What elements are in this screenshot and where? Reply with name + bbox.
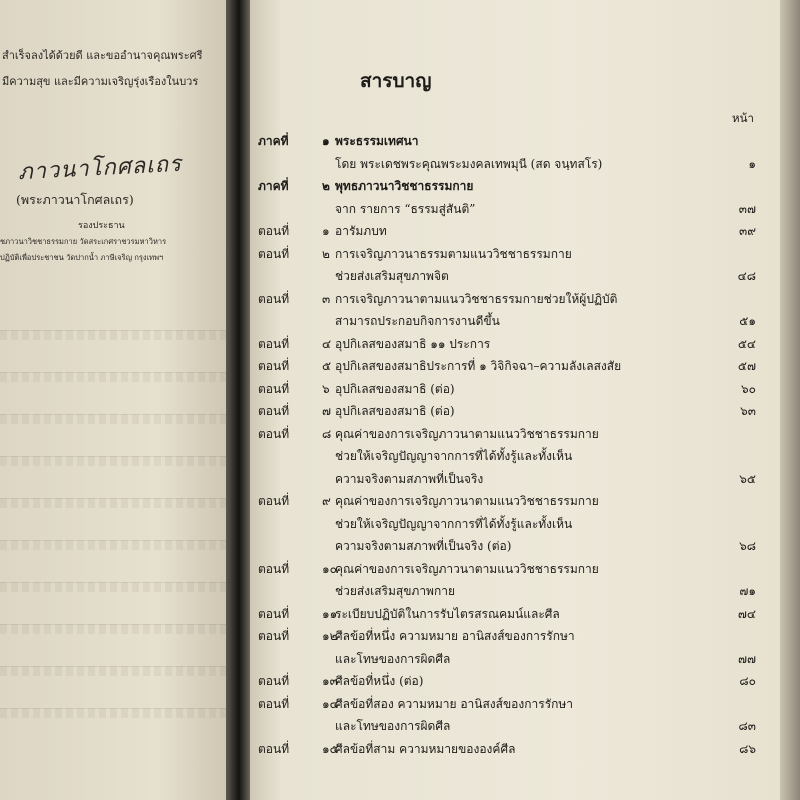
toc-page-number: ๖๐ — [741, 381, 756, 396]
toc-entry-text: ศีลข้อที่หนึ่ง ความหมาย อานิสงส์ของการรักษา — [335, 629, 575, 643]
toc-section-number: ๗ — [322, 404, 332, 418]
toc-page-number: ๕๑ — [739, 314, 756, 328]
toc-entry-text: การเจริญภาวนาตามแนววิชชาธรรมกายช่วยให้ผู้ปฏิบัติ — [335, 291, 618, 306]
toc-entry-text: สามารถประกอบกิจการงานดีขึ้น — [335, 314, 500, 328]
bleed-through-text — [0, 414, 226, 424]
toc-entry-text: ความจริงตามสภาพที่เป็นจริง — [335, 471, 484, 486]
toc-entry-text: จาก รายการ “ธรรมสู่สันติ” — [335, 201, 476, 216]
toc-page-number: ๕๔ — [737, 336, 756, 351]
toc-page-number: ๗๑ — [739, 584, 756, 598]
toc-section-number: ๙ — [322, 494, 331, 508]
toc-section-number: ๘ — [322, 426, 332, 441]
bleed-through-text — [0, 666, 226, 676]
toc-section-label: ตอนที่ — [258, 359, 290, 373]
toc-section-number: ๔ — [322, 336, 332, 351]
toc-entry-text: ช่วยให้เจริญปัญญาจากการที่ได้ทั้งรู้และทั้งเห็น — [335, 449, 573, 463]
affiliation-line-2: ปฏิบัติเพื่อประชาชน วัดปากน้ำ ภาษีเจริญ กรุงเทพฯ — [0, 253, 164, 262]
toc-page-number: ๑ — [748, 156, 756, 171]
toc-entry-text: ช่วยส่งเสริมสุขภาพกาย — [335, 584, 455, 598]
right-page — [250, 0, 780, 800]
book-gutter — [226, 0, 250, 800]
toc-entry-text: พระธรรมเทศนา — [335, 134, 419, 148]
bleed-through-text — [0, 540, 226, 550]
toc-section-label: ตอนที่ — [258, 336, 290, 351]
toc-section-number: ๕ — [322, 359, 332, 373]
signature: ภาวนาโกศลเถร — [17, 151, 183, 186]
toc-section-number: ๑๔ — [322, 696, 339, 711]
toc-entry-text: อารัมภบท — [335, 224, 387, 238]
bleed-through-text — [0, 372, 226, 382]
toc-section-number: ๑๑ — [322, 606, 338, 621]
toc-entry-text: ศีลข้อที่สอง ความหมาย อานิสงส์ของการรักษา — [335, 696, 574, 711]
toc-section-number: ๖ — [322, 381, 330, 396]
toc-section-label: ตอนที่ — [258, 674, 290, 688]
toc-page-number: ๘๐ — [739, 674, 756, 688]
toc-section-label: ตอนที่ — [258, 381, 290, 396]
toc-entry-text: อุปกิเลสของสมาธิ (ต่อ) — [335, 404, 455, 418]
toc-page-number: ๗๗ — [737, 651, 756, 666]
toc-section-label: ภาคที่ — [258, 179, 289, 193]
toc-page-number: ๔๘ — [737, 269, 756, 283]
toc-entry-text: คุณค่าของการเจริญภาวนาตามแนววิชชาธรรมกาย — [335, 426, 599, 441]
toc-section-label: ตอนที่ — [258, 741, 290, 756]
toc-entry-text: พุทธภาวนาวิชชาธรรมกาย — [335, 179, 474, 193]
toc-section-number: ๒ — [322, 246, 330, 261]
toc-section-number: ๑๕ — [322, 741, 339, 756]
left-text-line-1: สำเร็จลงได้ด้วยดี และขออำนาจคุณพระศรี — [2, 49, 203, 62]
bleed-through-text — [0, 582, 226, 592]
toc-page-number: ๕๗ — [737, 359, 756, 373]
toc-section-label: ตอนที่ — [258, 246, 290, 261]
toc-entry-text: โดย พระเดชพระคุณพระมงคลเทพมุนี (สด จนฺทสโร) — [335, 156, 603, 171]
toc-section-number: ๑ — [322, 134, 330, 148]
toc-section-label: ตอนที่ — [258, 404, 290, 418]
left-page — [0, 0, 226, 800]
toc-section-number: ๑๓ — [322, 674, 338, 688]
bleed-through-text — [0, 708, 226, 718]
toc-entry-text: อุปกิเลสของสมาธิ (ต่อ) — [335, 381, 455, 396]
toc-page-number: ๘๖ — [739, 741, 756, 756]
toc-entry-text: อุปกิเลสของสมาธิ ๑๑ ประการ — [335, 336, 491, 351]
toc-entry-text: ศีลข้อที่สาม ความหมายขององค์ศีล — [335, 741, 516, 756]
toc-entry-text: การเจริญภาวนาธรรมตามแนววิชชาธรรมกาย — [335, 246, 572, 261]
toc-entry-text: และโทษของการผิดศีล — [335, 651, 451, 666]
toc-entry-text: และโทษของการผิดศีล — [335, 719, 451, 733]
toc-section-label: ตอนที่ — [258, 696, 290, 711]
toc-entry-text: ศีลข้อที่หนึ่ง (ต่อ) — [335, 674, 424, 688]
book-edge — [780, 0, 800, 800]
toc-section-number: ๑๒ — [322, 629, 338, 643]
affiliation-line-1: ชภาวนาวิชชาธรรมกาย วัดสระเกศราชวรมหาวิหาร — [0, 237, 167, 246]
bleed-through-text — [0, 330, 226, 340]
toc-page-number: ๖๓ — [740, 404, 756, 418]
page-column-header: หน้า — [732, 111, 754, 125]
toc-section-label: ภาคที่ — [258, 134, 289, 148]
toc-section-label: ตอนที่ — [258, 426, 290, 441]
toc-section-label: ตอนที่ — [258, 494, 290, 508]
toc-entry-text: ระเบียบปฏิบัติในการรับไตรสรณคมน์และศีล — [335, 606, 560, 621]
toc-section-label: ตอนที่ — [258, 629, 290, 643]
toc-section-label: ตอนที่ — [258, 291, 290, 306]
bleed-through-text — [0, 456, 226, 466]
toc-section-number: ๑ — [322, 224, 330, 238]
toc-page-number: ๘๓ — [738, 719, 756, 733]
bleed-through-text — [0, 498, 226, 508]
toc-section-label: ตอนที่ — [258, 561, 290, 576]
toc-entry-text: คุณค่าของการเจริญภาวนาตามแนววิชชาธรรมกาย — [335, 494, 599, 508]
bleed-through-text — [0, 624, 226, 634]
toc-entry-text: ช่วยให้เจริญปัญญาจากการที่ได้ทั้งรู้และทั้งเห็น — [335, 516, 573, 531]
toc-section-number: ๓ — [322, 291, 331, 306]
toc-page-number: ๖๘ — [739, 539, 756, 553]
toc-page-number: ๓๙ — [739, 224, 756, 238]
toc-section-number: ๑๐ — [322, 561, 337, 576]
toc-entry-text: ความจริงตามสภาพที่เป็นจริง (ต่อ) — [335, 539, 512, 553]
signatory-role: รองประธาน — [78, 221, 125, 231]
left-text-line-2: มีความสุข และมีความเจริญรุ่งเรืองในบวร — [2, 75, 199, 88]
signatory-name: (พระภาวนาโกศลเถร) — [16, 192, 134, 207]
toc-entry-text: คุณค่าของการเจริญภาวนาตามแนววิชชาธรรมกาย — [335, 561, 599, 576]
toc-section-number: ๒ — [322, 179, 330, 193]
toc-entry-text: ช่วยส่งเสริมสุขภาพจิต — [335, 269, 449, 283]
toc-section-label: ตอนที่ — [258, 224, 290, 238]
toc-title: สารบาญ — [360, 70, 432, 92]
toc-section-label: ตอนที่ — [258, 606, 290, 621]
toc-page-number: ๗๔ — [737, 606, 756, 621]
toc-page-number: ๓๗ — [738, 201, 756, 216]
toc-page-number: ๖๕ — [739, 471, 756, 486]
toc-entry-text: อุปกิเลสของสมาธิประการที่ ๑ วิจิกิจฉา–ความลังเลสงสัย — [335, 359, 622, 373]
